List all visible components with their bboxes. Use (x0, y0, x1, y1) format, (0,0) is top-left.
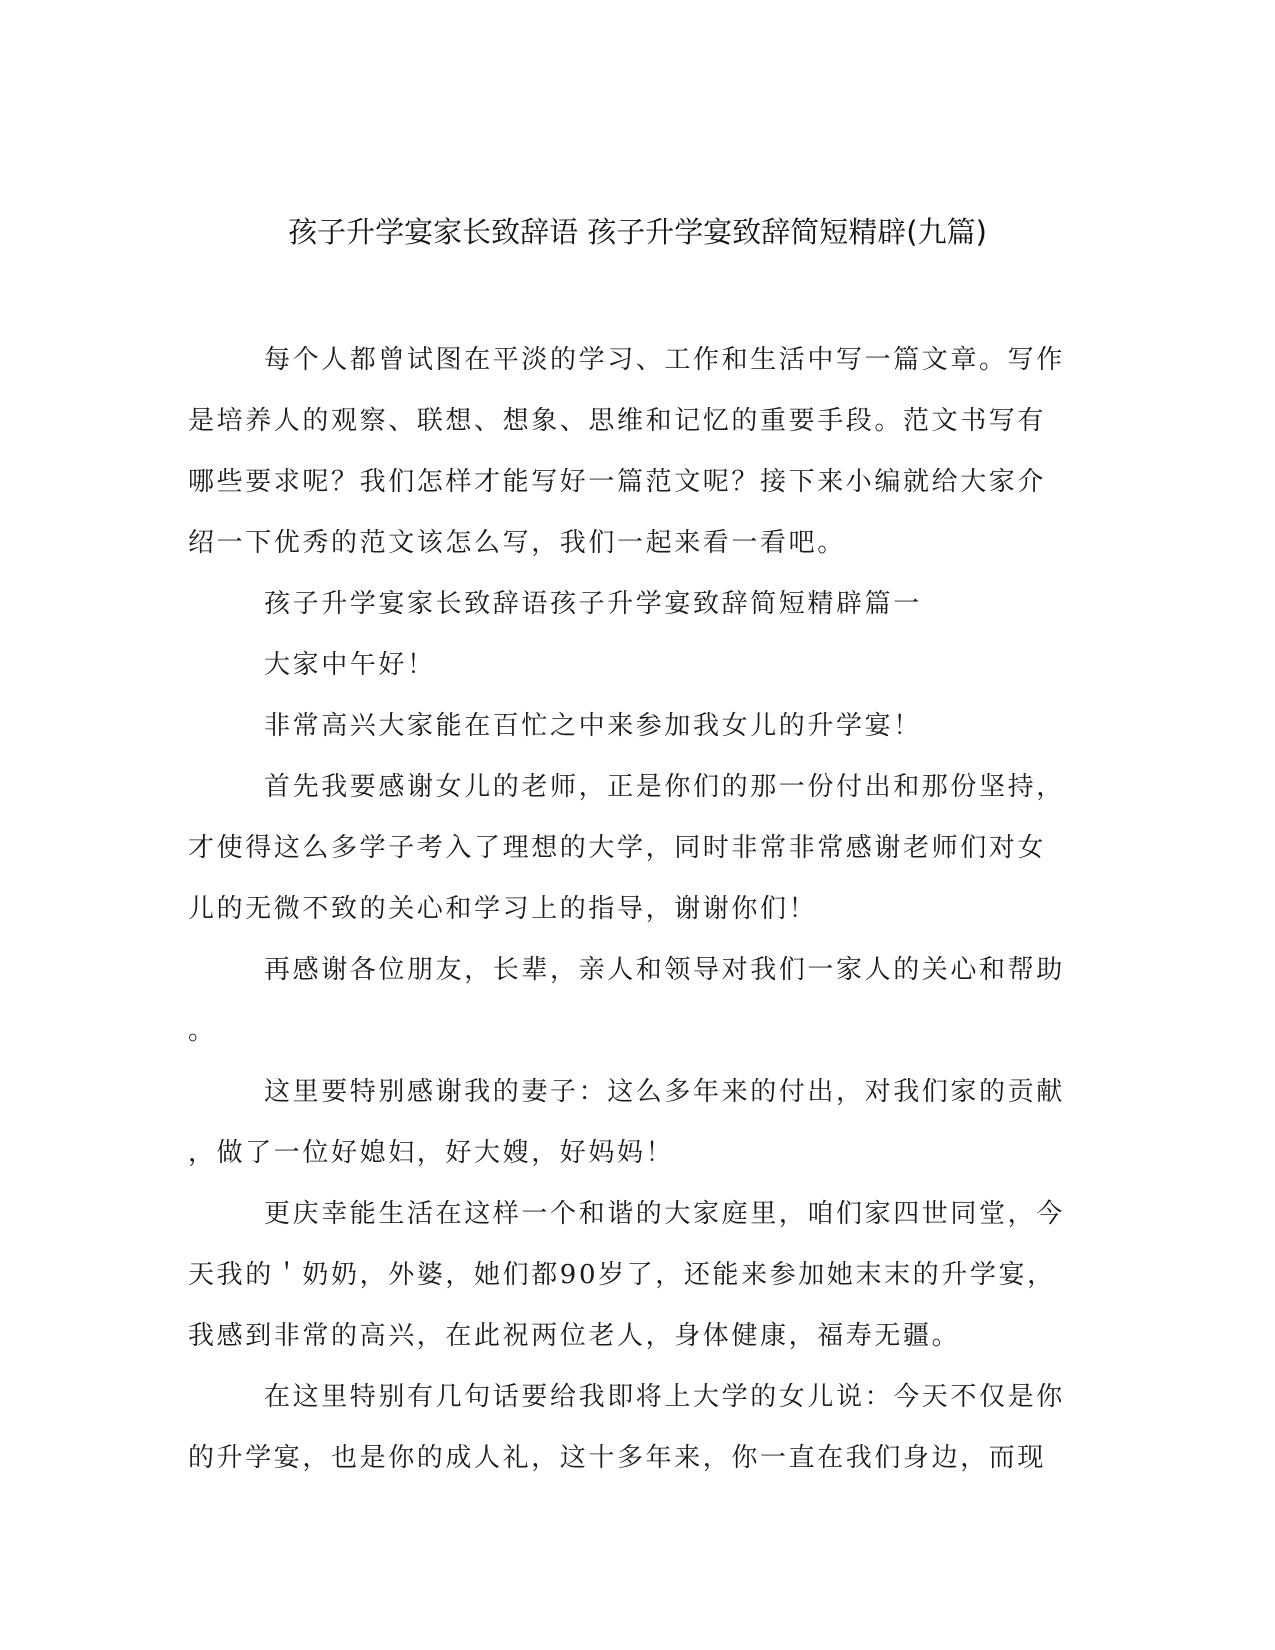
paragraph-line: 我感到非常的高兴，在此祝两位老人，身体健康，福寿无疆。 (188, 1321, 961, 1351)
document-body (188, 330, 1078, 1489)
paragraph-line: 天我的＇奶奶，外婆，她们都90岁了，还能来参加她末末的升学宴， (188, 1260, 1056, 1290)
paragraph-line: 每个人都曾试图在平淡的学习、工作和生活中写一篇文章。写作 (264, 345, 1065, 375)
paragraph-line: 绍一下优秀的范文该怎么写，我们一起来看一看吧。 (188, 528, 846, 558)
paragraph-line: 首先我要感谢女儿的老师，正是你们的那一份付出和那份坚持， (264, 772, 1065, 802)
paragraph-line: 非常高兴大家能在百忙之中来参加我女儿的升学宴！ (264, 711, 922, 741)
paragraph-line: 更庆幸能生活在这样一个和谐的大家庭里，咱们家四世同堂，今 (264, 1199, 1065, 1229)
paragraph-line: 这里要特别感谢我的妻子：这么多年来的付出，对我们家的贡献 (264, 1077, 1065, 1107)
paragraph-line: 在这里特别有几句话要给我即将上大学的女儿说：今天不仅是你 (264, 1382, 1065, 1412)
paragraph-line: 哪些要求呢？我们怎样才能写好一篇范文呢？接下来小编就给大家介 (188, 467, 1047, 497)
greeting-line: 大家中午好！ (264, 650, 436, 680)
paragraph-line: 才使得这么多学子考入了理想的大学，同时非常非常感谢老师们对女 (188, 833, 1047, 863)
paragraph-line: 的升学宴，也是你的成人礼，这十多年来，你一直在我们身边，而现 (188, 1443, 1047, 1473)
paragraph-line: ，做了一位好媳妇，好大嫂，好妈妈！ (188, 1138, 675, 1168)
paragraph-line: 再感谢各位朋友，长辈，亲人和领导对我们一家人的关心和帮助 (264, 955, 1065, 985)
document-title: 孩子升学宴家长致辞语 孩子升学宴致辞简短精辟(九篇) (288, 215, 987, 249)
paragraph-line: 。 (188, 1016, 217, 1046)
section-heading: 孩子升学宴家长致辞语孩子升学宴致辞简短精辟篇一 (264, 589, 922, 619)
paragraph-line: 儿的无微不致的关心和学习上的指导，谢谢你们！ (188, 894, 818, 924)
paragraph-line: 是培养人的观察、联想、想象、思维和记忆的重要手段。范文书写有 (188, 406, 1047, 436)
